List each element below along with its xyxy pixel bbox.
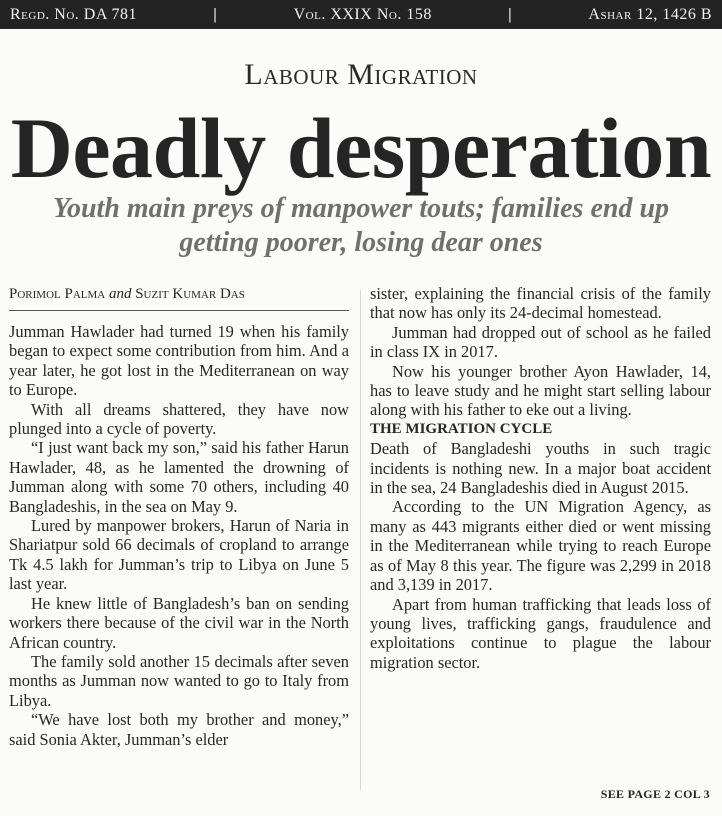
byline-and: and [108, 286, 132, 302]
paragraph: The family sold another 15 decimals after seven months as Jumman now wanted to go to Italy from Libya. [9, 651, 349, 710]
volume-number: Vol. XXIX No. 158 [293, 5, 432, 23]
right-column [370, 284, 711, 672]
crosshead: THE MIGRATION CYCLE [370, 420, 553, 437]
paragraph: Apart from human trafficking that leads loss of young lives, trafficking gangs, fraudulence and exploitations continue to plague the labour migration sector. [370, 594, 711, 672]
paragraph: According to the UN Migration Agency, as many as 443 migrants either died or went missing in the Mediterranean while trying to reach Europe as of May 8 this year. The figure was 2,299 in 2018 and 3,139 in 2017. [370, 497, 711, 595]
separator: | [508, 5, 513, 23]
continued-on-link: SEE PAGE 2 COL 3 [600, 787, 710, 801]
registration-number: Regd. No. DA 781 [10, 5, 138, 23]
byline [9, 284, 349, 311]
paragraph: “We have lost both my brother and money,” said Sonia Akter, Jumman’s elder [9, 710, 349, 749]
author-1: Porimol Palma [9, 286, 106, 302]
author-2: Suzit Kumar Das [135, 286, 245, 302]
paragraph: Jumman Hawlader had turned 19 when his family began to expect some contribution from him. And a year later, he got lost in the Mediterranean on way to Europe. [9, 322, 349, 400]
paragraph: sister, explaining the financial crisis of the family that now has only its 24-decimal homestead. [370, 284, 711, 323]
separator: | [213, 5, 218, 23]
masthead-bar [0, 0, 722, 29]
headline: Deadly desperation [10, 100, 712, 196]
paragraph: Lured by manpower brokers, Harun of Naria in Shariatpur sold 66 decimals of cropland to arrange Tk 4.5 lakh for Jumman’s trip to Libya on June 5 last year. [9, 516, 349, 594]
paragraph: Jumman had dropped out of school as he failed in class IX in 2017. [370, 322, 711, 362]
paragraph: With all dreams shattered, they have now plunged into a cycle of poverty. [9, 399, 349, 439]
issue-date: Ashar 12, 1426 B [588, 5, 712, 23]
paragraph: He knew little of Bangladesh’s ban on sending workers there because of the civil war in the North African country. [9, 593, 349, 652]
subheadline: Youth main preys of manpower touts; families end up getting poorer, losing dear ones [52, 193, 670, 258]
section-kicker: Labour Migration [244, 58, 478, 91]
paragraph: Death of Bangladeshi youths in such tragic incidents is nothing new. In a major boat accident in the sea, 24 Bangladeshis died in August 2015. [370, 439, 711, 498]
paragraph: Now his younger brother Ayon Hawlader, 14, has to leave study and he might start selling labour along with his father to eke out a living. [370, 361, 711, 420]
paragraph: “I just want back my son,” said his father Harun Hawlader, 48, as he lamented the drowning of Jumman along with some 70 others, including 40 Bangladeshis, in the sea on May 9. [9, 438, 349, 516]
column-divider [360, 290, 361, 790]
left-column [9, 284, 349, 749]
